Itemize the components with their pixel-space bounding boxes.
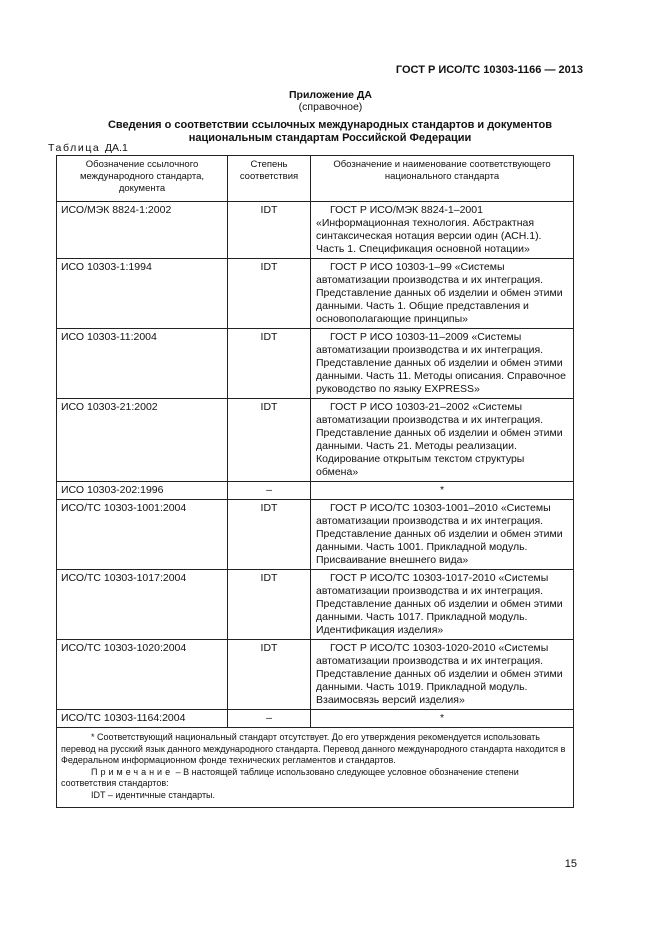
cell-national-standard [311,399,574,482]
table-row [57,399,574,482]
cell-national-standard [311,640,574,710]
table-row [57,482,574,500]
table-footnote-row [57,728,574,808]
footnote-text: * Соответствующий национальный стандарт отсутствует. До его утверждения рекомендуется использовать перевод на русский язык данного международного стандарта. Перевод данного международного стандарта находится в Федеральном информационном фонде технических регламентов и стандартов. [61,732,566,765]
appendix-title: Приложение ДА [289,89,372,101]
note-label: Примечание [91,766,174,777]
section-heading-line1: Сведения о соответствии ссылочных международных стандартов и документов [107,119,553,131]
cell-national-standard [311,202,574,259]
national-standard-text: ГОСТ Р ИСО/МЭК 8824-1–2001 «Информационная технология. Абстрактная синтаксическая нотация версии один (АСН.1). Часть 1. Спецификация основной нотации» [316,204,542,255]
cell-reference: ИСО/ТС 10303-1164:2004 [57,710,228,728]
table-row [57,710,574,728]
cell-reference: ИСО/ТС 10303-1001:2004 [57,500,228,570]
page-number: 15 [564,858,577,870]
national-standard-text: ГОСТ Р ИСО/ТС 10303-1017-2010 «Системы автоматизации производства и их интеграция. Представление данных об изделии и обмен этими данными. Часть 1017. Прикладной модуль. Идентификация изделия» [316,572,563,636]
table-row [57,329,574,399]
cell-degree: – [228,710,311,728]
cell-reference: ИСО 10303-11:2004 [57,329,228,399]
national-standard-text: ГОСТ Р ИСО/ТС 10303-1001–2010 «Системы автоматизации производства и их интеграция. Представление данных об изделии и обмен этими данными. Часть 1001. Прикладной модуль. Присваивание внешнего вида» [316,502,563,566]
table-row [57,640,574,710]
cell-degree: – [228,482,311,500]
note-paragraph [61,767,569,790]
cell-national-standard: * [311,710,574,728]
table-header-row [57,156,574,202]
national-standard-text: ГОСТ Р ИСО 10303-1–99 «Системы автоматизации производства и их интеграция. Представление данных об изделии и обмен этими данными. Часть 1. Общие представления и основополагающие принципы» [316,261,563,325]
cell-degree: IDT [228,329,311,399]
cell-reference: ИСО 10303-202:1996 [57,482,228,500]
national-standard-text: ГОСТ Р ИСО 10303-11–2009 «Системы автоматизации производства и их интеграция. Представление данных об изделии и обмен этими данными. Часть 11. Методы описания. Справочное руководство по языку EXPRESS» [316,331,566,395]
cell-reference: ИСО/ТС 10303-1020:2004 [57,640,228,710]
table-row [57,202,574,259]
cell-degree: IDT [228,570,311,640]
note-idt: IDT – идентичные стандарты. [91,789,216,800]
section-heading-line2: национальным стандартам Российской Федерации [188,132,472,144]
cell-reference: ИСО 10303-21:2002 [57,399,228,482]
appendix-subtitle: (справочное) [298,101,363,113]
cell-national-standard [311,500,574,570]
cell-degree: IDT [228,259,311,329]
table-row [57,259,574,329]
table-footnote-cell [57,728,574,808]
national-standard-text: ГОСТ Р ИСО 10303-21–2002 «Системы автоматизации производства и их интеграция. Представление данных об изделии и обмен этими данными. Часть 21. Методы реализации. Кодирование открытым текстом структуры обмена» [316,401,563,478]
cell-degree: IDT [228,500,311,570]
column-header-degree: Степень соответствия [228,156,311,202]
cell-reference: ИСО 10303-1:1994 [57,259,228,329]
table-row [57,500,574,570]
table-row [57,570,574,640]
cell-reference: ИСО/ТС 10303-1017:2004 [57,570,228,640]
cell-national-standard: * [311,482,574,500]
cell-national-standard [311,259,574,329]
cell-national-standard [311,329,574,399]
table-label [48,142,128,154]
correspondence-table [56,155,574,808]
cell-degree: IDT [228,399,311,482]
column-header-reference: Обозначение ссылочного международного стандарта, документа [57,156,228,202]
column-header-national: Обозначение и наименование соответствующего национального стандарта [311,156,574,202]
document-header-code: ГОСТ Р ИСО/ТС 10303-1166 — 2013 [395,64,583,76]
cell-degree: IDT [228,640,311,710]
cell-degree: IDT [228,202,311,259]
table-label-word: Таблица [48,142,101,154]
note-text: – В настоящей таблице использовано следующее условное обозначение степени соответствия стандартов: [61,766,519,788]
table-label-number: ДА.1 [104,142,128,154]
national-standard-text: ГОСТ Р ИСО/ТС 10303-1020-2010 «Системы автоматизации производства и их интеграция. Представление данных об изделии и обмен этими данными. Часть 1019. Прикладной модуль. Взаимосвязь версий изделия» [316,642,563,706]
cell-reference: ИСО/МЭК 8824-1:2002 [57,202,228,259]
cell-national-standard [311,570,574,640]
